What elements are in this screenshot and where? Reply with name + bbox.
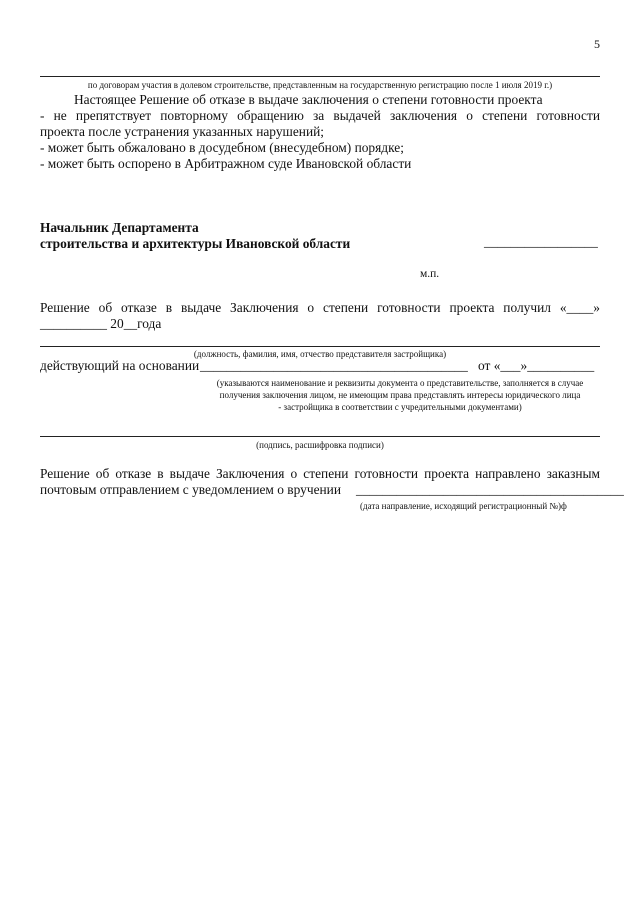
received-line-1: Решение об отказе в выдаче Заключения о степени готовности проекта получил «____» (40, 300, 600, 315)
notice-line-3: проекта после устранения указанных нарушений; (40, 124, 324, 139)
basis-caption-3: - застройщика в соответствии с учредительными документами) (278, 402, 522, 412)
page-number: 5 (594, 37, 600, 51)
top-caption: по договорам участия в долевом строительстве, представленным на государственную регистрацию после 1 июля 2019 г.) (87, 80, 553, 90)
basis-caption-1: (указываются наименование и реквизиты документа о представительстве, заполняется в случае (216, 378, 584, 388)
top-rule (40, 76, 600, 77)
stamp-placeholder: м.п. (420, 268, 440, 280)
official-title-1: Начальник Департамента (40, 220, 199, 235)
position-rule (40, 346, 600, 347)
official-title-2: строительства и архитектуры Ивановской области (40, 236, 351, 251)
received-line-2: __________ 20__года (40, 316, 162, 331)
position-caption: (должность, фамилия, имя, отчество представителя застройщика) (193, 349, 447, 359)
basis-date: от «___»__________ (478, 358, 595, 373)
sent-line-2: почтовым отправлением с уведомлением о вручении (40, 482, 342, 497)
sent-line-1: Решение об отказе в выдаче Заключения о степени готовности проекта направлено заказным (40, 466, 600, 481)
notice-line-5: - может быть оспорено в Арбитражном суде Ивановской области (40, 156, 412, 171)
notice-line-1: Настоящее Решение об отказе в выдаче заключения о степени готовности проекта (74, 92, 543, 107)
basis-label: действующий на основании (40, 358, 200, 373)
basis-blank: ________________________________________ (200, 358, 468, 373)
signature-rule (40, 436, 600, 437)
basis-caption-2: получения заключения лицом, не имеющим права представлять интересы юридического лица (219, 390, 581, 400)
sent-blank: ________________________________________ (356, 482, 624, 497)
official-signature-line: _________________ (484, 234, 598, 249)
sent-caption: (дата направление, исходящий регистрационный №)ф (360, 501, 567, 511)
notice-line-4: - может быть обжаловано в досудебном (внесудебном) порядке; (40, 140, 404, 155)
signature-caption: (подпись, расшифровка подписи) (256, 440, 384, 450)
notice-line-2: - не препятствует повторному обращению за выдачей заключения о степени готовности (40, 108, 600, 123)
